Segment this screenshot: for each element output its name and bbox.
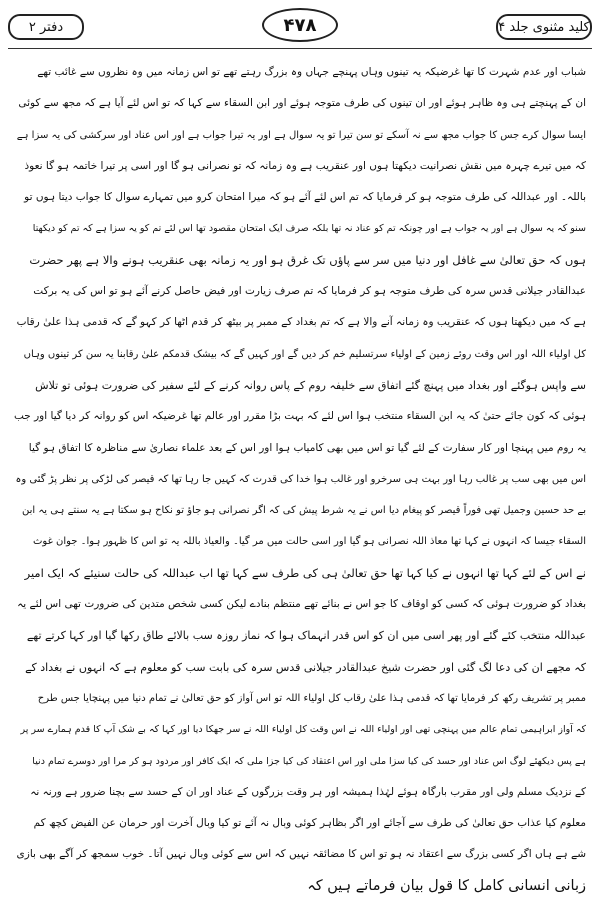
- text-line: بغداد کو ضرورت ہوئی کہ کسی کو اوقاف کا جو اس نے بنائے تھے منتظم بنادے لیکن کسی شخص متدین کی ضرورت تھی اس لئے یہ: [17, 598, 586, 611]
- text-line: ہے پس دیکھئے لوگ اس عناد اور حسد کی کیا سزا ملی اور اس اعتقاد کی کیا جزا ملی کہ ایک کافر اور مردود ہو کر مرا اور دوسرے تمام دنیا: [32, 755, 586, 767]
- text-line: نے اس کے لئے کہا تھا انہوں نے کیا کہا تھا حق تعالیٰ ہی کی طرف سے کہا تھا اب عبداللہ کی حالت سنیئے کہ ایک امیر: [24, 565, 586, 580]
- text-line: عبداللہ منتخب کئے گئے اور پھر اسی میں ان کو اس قدر انہماک ہوا کہ نماز روزہ سب بالائے طاق رکھا گیا اور کہا کرتے تھے: [26, 629, 586, 643]
- text-line: ایسا سوال کرے جس کا جواب مجھ سے نہ آسکے تو سن تیرا تو یہ سوال ہے اور یہ تیرا جواب ہے اور اس عناد اور سرکشی کی یہ سزا ہے: [16, 129, 586, 141]
- text-line: کے نزدیک مسلم ولی اور مقرب بارگاہ ہوئے لہٰذا ہمیشہ اور ہر وقت بزرگوں کے عناد اور ان کے حسد سے بچنا ضرور ہے ورنہ نہ: [30, 785, 586, 798]
- page-header: [8, 6, 592, 46]
- body-text: [12, 57, 586, 901]
- page-number: ۴۷۸: [262, 8, 338, 42]
- text-line: کل اولیاء اللہ اور اس وقت روئے زمین کے اولیاء سرتسلیم خم کر دیں گے اور کہیں گے کہ بیشک قدمکم علیٰ رقابنا یہ سن کر تینوں وہاں: [23, 348, 586, 360]
- text-line: باللہ۔ اور عبداللہ کی طرف متوجہ ہو کر فرمایا کہ تم اس لئے آئے ہو کہ میرا امتحان کرو میں تمہارے سوال کا جواب دیتا ہوں تو: [24, 191, 586, 204]
- text-line: سنو کہ یہ سوال ہے اور یہ جواب ہے اور چونکہ تم کو عناد نہ تھا بلکہ صرف ایک امتحان مقصود تھا اس لئے تم کو یہ سزا ہے کہ تم کو دیکھتا: [32, 223, 586, 235]
- text-line: کہ مجھے ان کی دعا لگ گئی اور حضرت شیخ عبدالقادر جیلانی قدس سرہ کی بابت سب کو معلوم ہے کہ انہوں نے بغداد کے: [25, 660, 586, 674]
- text-line: زبانی انسانی کامل کا قول بیان فرماتے ہیں کہ: [307, 877, 586, 894]
- text-line: کہ آواز ابراہیمی تمام عالم میں پہنچی تھی اور اولیاء اللہ نے اس وقت کل اولیاء اللہ نے سر جھکا دیا اور کہا کہ بے شک آپ کا قدم ہمارے سر پر: [20, 724, 586, 736]
- text-line: اس میں بھی سب پر غالب رہا اور بہت ہی سرخرو اور غالب ہوا خدا کی قدرت کہ کہیں جا رہا تھا کہ قیصر کی لڑکی پر نظر پڑ گئی وہ: [15, 473, 586, 485]
- text-line: ان کے پہنچتے ہی وہ ظاہر ہوئے اور ان تینوں کی طرف متوجہ ہوئے اور ابن السقاء سے کہا کہ تو اس لئے آیا ہے کہ مجھ سے کوئی: [18, 97, 586, 110]
- text-line: کہ میں تیرے چہرہ میں نقش نصرانیت دیکھتا ہوں اور عنقریب ہے وہ زمانہ کہ تو نصرانی ہو گا اور اسی پر تیرا خاتمہ ہو گا نعوذ: [24, 159, 586, 172]
- volume-label: دفتر ۲: [8, 14, 84, 40]
- text-line: السقاء جیسا کہ انہوں نے کہا تھا معاذ اللہ نصرانی ہو گیا اور اسی حالت میں مر گیا۔ والعیاذ باللہ یہ تو اس کا ظہور ہوا۔ جوان غوث: [33, 536, 586, 548]
- text-line: ہوں کہ حق تعالیٰ سے غافل اور دنیا میں سر سے پاؤں تک غرق ہو اور یہ زمانہ بھی عنقریب ہونے والا ہے پھر حضرت: [29, 252, 586, 267]
- text-line: شباب اور عدم شہرت کا تھا غرضیکہ یہ تینوں وہاں پہنچے جہاں وہ بزرگ رہتے تھے تو اس زمانہ میں وہ نظروں سے غائب تھے: [37, 66, 586, 78]
- text-line: معلوم کیا عذاب حق تعالیٰ کی طرف سے آجائے اور اگر بظاہر کوئی وبال نہ آئے تو کیا وبال آخرت اور حرمان عن الفیض کچھ کم: [33, 817, 586, 830]
- header-divider: [8, 48, 592, 49]
- text-line: یہ روم میں پہنچا اور کار سفارت کے لئے گیا تو اس میں بھی کامیاب ہوا اور اس کے بعد علماء نصاریٰ سے مناظرہ کا اتفاق ہو گیا: [28, 441, 586, 454]
- text-line: عبدالقادر جیلانی قدس سرہ کی طرف متوجہ ہو کر فرمایا کہ تم صرف زیارت اور فیض حاصل کرنے آئے ہو تو اس کی یہ برکت: [33, 285, 586, 298]
- text-line: ہوئی کہ کون جائے حتیٰ کہ یہ ابن السقاء منتخب ہوا اس لئے کہ بہت بڑا مقرر اور عالم تھا غرضیکہ اس کو روانہ کر دیا گیا اور جب: [13, 410, 586, 423]
- text-line: ہے کہ میں دیکھتا ہوں کہ عنقریب وہ زمانہ آنے والا ہے کہ تم بغداد کے ممبر پر بیٹھ کر قدم اٹھا کر کہو گے کہ قدمی ہذا علیٰ رقاب: [16, 316, 586, 329]
- text-line: بے حد حسین وجمیل تھی فوراً قیصر کو پیغام دیا اس نے یہ شرط پیش کی کہ اگر نصرانی ہو جاؤ تو نکاح ہو سکتا ہے یہ سنتے ہی یہ ابن: [22, 505, 586, 517]
- book-title: کلید مثنوی جلد ۴: [496, 14, 592, 40]
- text-line: شے ہے ہاں اگر کسی بزرگ سے اعتقاد نہ ہو تو اس کا مضائقہ نہیں کہ اس سے کوئی وبال نہیں آتا۔ خوب سمجھ کر آگے بھی بازی: [16, 848, 586, 861]
- text-line: سے واپس ہوگئے اور بغداد میں پہنچ گئے اتفاق سے خلیفہ روم کے پاس روانہ کرنے کے لئے سفیر کی ضرورت ہوئی تو تلاش: [35, 378, 586, 392]
- text-line: ممبر پر تشریف رکھ کر فرمایا تھا کہ قدمی ہذا علیٰ رقاب کل اولیاء اللہ تو اس آواز کو حق تعالیٰ نے تمام دنیا میں پہنچایا جس طرح: [37, 692, 586, 704]
